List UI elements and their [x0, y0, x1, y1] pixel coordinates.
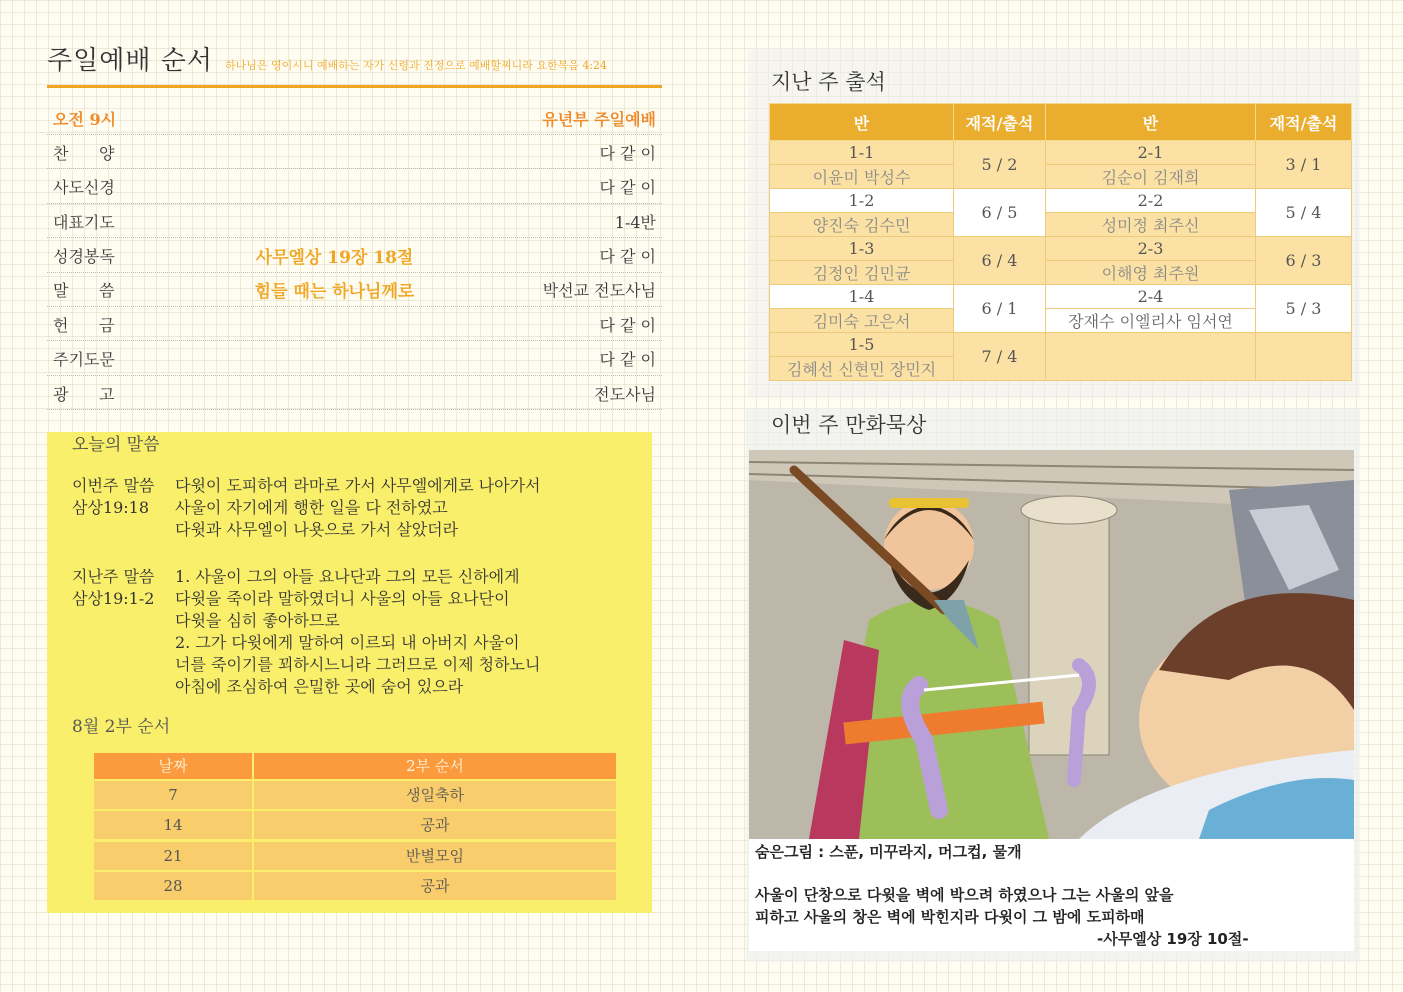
attendance-head-row — [770, 104, 1352, 141]
schedule-row — [94, 781, 616, 809]
todays-word-box — [47, 432, 652, 913]
schedule-row — [94, 872, 616, 900]
verse-line: 다윗을 심히 좋아하므로 — [175, 611, 340, 630]
attendance-count: 5 / 4 — [1256, 189, 1352, 237]
class-name — [1046, 333, 1256, 381]
service-time: 오전 9시 — [53, 109, 117, 129]
verse-line: 다윗과 사무엘이 나욧으로 가서 살았더라 — [175, 520, 459, 539]
attendance-count: 6 / 3 — [1256, 237, 1352, 285]
attendance-row — [770, 237, 1352, 261]
order-item: 대표기도 — [53, 212, 115, 232]
order-row — [47, 377, 662, 410]
attendance-count: 7 / 4 — [954, 333, 1046, 381]
attendance-count: 5 / 2 — [954, 141, 1046, 189]
worship-order-verse: 하나님은 영이시니 예배하는 자가 신령과 진정으로 예배할찌니라 요한복음 4:24 — [224, 59, 608, 72]
teacher-names: 김순이 김재희 — [1046, 165, 1256, 189]
attendance-count — [1256, 333, 1352, 381]
schedule-date: 28 — [94, 872, 252, 900]
schedule-title: 8월 2부 순서 — [72, 717, 171, 737]
order-leader: 다 같 이 — [599, 350, 656, 370]
order-leader: 다 같 이 — [599, 178, 656, 198]
attendance-count: 5 / 3 — [1256, 285, 1352, 333]
attendance-count: 3 / 1 — [1256, 141, 1352, 189]
worship-order-head-row — [47, 102, 662, 135]
order-row — [47, 171, 662, 204]
class-name: 1-1 — [770, 141, 954, 165]
order-leader: 다 같 이 — [599, 315, 656, 335]
schedule-order: 반별모임 — [254, 842, 616, 870]
order-leader: 전도사님 — [594, 384, 656, 404]
order-leader: 1-4반 — [614, 212, 656, 232]
order-row — [47, 136, 662, 169]
schedule-date-header: 날짜 — [94, 753, 252, 779]
schedule-order: 공과 — [254, 872, 616, 900]
attendance-section — [748, 48, 1360, 398]
order-row — [47, 343, 662, 376]
schedule-date: 7 — [94, 781, 252, 809]
order-row — [47, 205, 662, 238]
order-detail: 사무엘상 19장 18절 — [255, 248, 414, 269]
class-name: 2-1 — [1046, 141, 1256, 165]
attendance-row — [770, 189, 1352, 213]
order-item: 광 고 — [53, 384, 115, 404]
count-header: 재적/출석 — [1256, 104, 1352, 141]
class-name: 1-3 — [770, 237, 954, 261]
order-leader: 박선교 전도사님 — [542, 281, 656, 301]
verse-line: 사울이 자기에게 행한 일을 다 전하였고 — [175, 498, 448, 517]
class-header: 반 — [770, 104, 954, 141]
teacher-names: 장재수 이엘리사 임서연 — [1046, 309, 1256, 333]
teacher-names: 성미정 최주신 — [1046, 213, 1256, 237]
class-header: 반 — [1046, 104, 1256, 141]
attendance-count: 6 / 1 — [954, 285, 1046, 333]
verse-line: 2. 그가 다윗에게 말하여 이르되 내 아버지 사울이 — [175, 633, 520, 652]
class-name: 1-5 — [770, 333, 954, 357]
order-item: 말 씀 — [53, 281, 115, 301]
this-week-ref: 삼상19:18 — [72, 498, 150, 517]
order-row — [47, 308, 662, 341]
order-item: 헌 금 — [53, 315, 115, 335]
worship-order-title: 주일예배 순서 — [47, 46, 213, 76]
cartoon-verse-line: 피하고 사울의 창은 벽에 박힌지라 다윗이 그 밤에 도피하매 — [755, 908, 1145, 926]
hidden-picture-text: 숨은그림 : 스푼, 미꾸라지, 머그컵, 물개 — [755, 843, 1022, 861]
schedule-date: 14 — [94, 811, 252, 839]
cartoon-verse-source: -사무엘상 19장 10절- — [1097, 930, 1249, 948]
verse-line: 1. 사울이 그의 아들 요나단과 그의 모든 신하에게 — [175, 567, 520, 586]
teacher-names: 이윤미 박성수 — [770, 165, 954, 189]
verse-line: 다윗을 죽이라 말하였더니 사울의 아들 요나단이 — [175, 589, 510, 608]
schedule-table — [94, 753, 616, 902]
attendance-row — [770, 285, 1352, 309]
schedule-row — [94, 811, 616, 839]
cartoon-drawing — [749, 450, 1354, 839]
teacher-names: 김정인 김민균 — [770, 261, 954, 285]
order-row — [47, 274, 662, 307]
teacher-names: 양진숙 김수민 — [770, 213, 954, 237]
service-dept: 유년부 주일예배 — [542, 109, 656, 129]
this-week-label: 이번주 말씀 — [72, 476, 155, 495]
verse-line: 아침에 조심하여 은밀한 곳에 숨어 있으라 — [175, 677, 464, 696]
teacher-names: 김혜선 신현민 장민지 — [770, 357, 954, 381]
cartoon-verse-line: 사울이 단창으로 다윗을 벽에 박으려 하였으나 그는 사울의 앞을 — [755, 886, 1174, 904]
class-name: 2-2 — [1046, 189, 1256, 213]
order-detail: 힘들 때는 하나님께로 — [254, 282, 415, 303]
verse-line: 너를 죽이기를 꾀하시느니라 그러므로 이제 청하노니 — [175, 655, 541, 674]
teacher-names: 이해영 최주원 — [1046, 261, 1256, 285]
order-leader: 다 같 이 — [599, 247, 656, 267]
cartoon-illustration — [749, 450, 1354, 839]
attendance-count: 6 / 5 — [954, 189, 1046, 237]
attendance-count: 6 / 4 — [954, 237, 1046, 285]
teacher-names: 김미숙 고은서 — [770, 309, 954, 333]
order-item: 사도신경 — [53, 178, 115, 198]
schedule-row — [94, 842, 616, 870]
attendance-row — [770, 141, 1352, 165]
verse-line: 다윗이 도피하여 라마로 가서 사무엘에게로 나아가서 — [175, 476, 541, 495]
order-item: 성경봉독 — [53, 247, 115, 267]
class-name: 1-2 — [770, 189, 954, 213]
attendance-row — [770, 333, 1352, 357]
last-week-label: 지난주 말씀 — [72, 567, 155, 586]
attendance-title: 지난 주 출석 — [771, 70, 886, 94]
order-item: 찬 양 — [53, 143, 115, 163]
order-row — [47, 240, 662, 273]
attendance-table — [769, 103, 1352, 381]
class-name: 2-4 — [1046, 285, 1256, 309]
worship-order-table — [47, 102, 662, 410]
todays-word-title: 오늘의 말씀 — [72, 435, 160, 455]
class-name: 1-4 — [770, 285, 954, 309]
worship-order-header — [47, 40, 662, 88]
schedule-head-row — [94, 753, 616, 779]
schedule-order-header: 2부 순서 — [254, 753, 616, 779]
order-item: 주기도문 — [53, 350, 115, 370]
class-name: 2-3 — [1046, 237, 1256, 261]
schedule-order: 공과 — [254, 811, 616, 839]
last-week-ref: 삼상19:1-2 — [72, 589, 155, 608]
schedule-date: 21 — [94, 842, 252, 870]
cartoon-caption — [749, 839, 1354, 951]
schedule-order: 생일축하 — [254, 781, 616, 809]
cartoon-title: 이번 주 만화묵상 — [771, 413, 927, 437]
worship-order-section — [47, 40, 662, 412]
cartoon-section — [746, 408, 1360, 962]
count-header: 재적/출석 — [954, 104, 1046, 141]
order-leader: 다 같 이 — [599, 143, 656, 163]
